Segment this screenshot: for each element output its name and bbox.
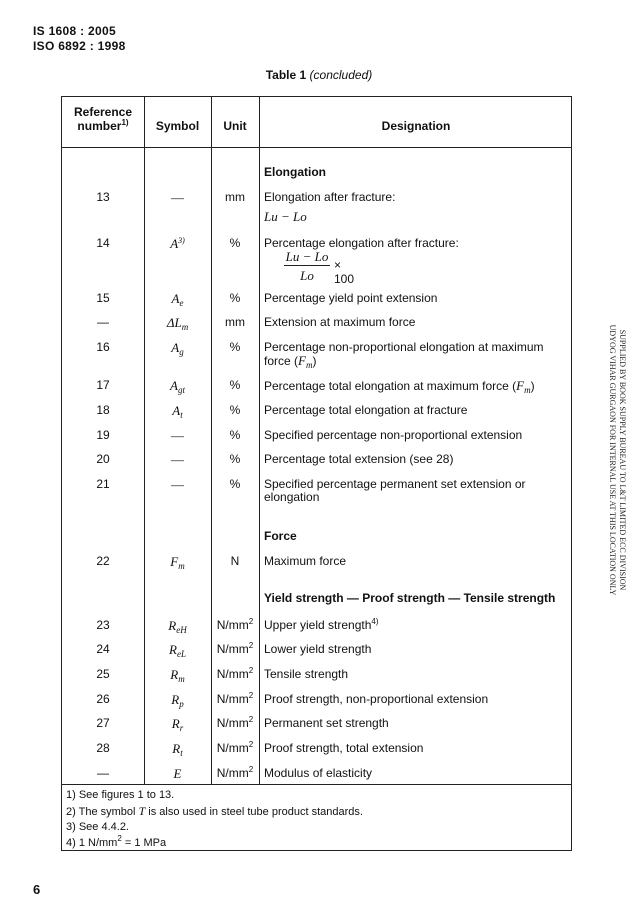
row-unit: %: [229, 291, 241, 305]
row-unit: N: [230, 554, 240, 568]
row-symbol: E: [173, 766, 182, 781]
section-heading-force: Force: [264, 529, 297, 543]
column-header-unit: Unit: [223, 119, 247, 133]
row-unit: %: [229, 378, 241, 392]
row-unit: $N/mm^2$: [216, 617, 254, 632]
row-ref: —: [97, 315, 109, 329]
row-ref: 15: [96, 291, 110, 305]
row-symbol: $F_m$: [170, 554, 185, 571]
row-unit: %: [229, 428, 241, 442]
row-designation: Maximum force: [264, 554, 347, 568]
formula-multiplier: × 100: [334, 258, 355, 286]
row-designation: Upper yield strength$^{4)}$: [264, 617, 379, 632]
section-heading-strength: Yield strength — Proof strength — Tensile strength: [264, 591, 556, 605]
fraction-bar: [284, 265, 330, 266]
row-designation: Percentage non-proportional elongation at maximum force $(F_m)$: [264, 340, 544, 370]
page-number: 6: [33, 882, 41, 897]
row-symbol: $A_{gt}$: [170, 378, 185, 395]
row-ref: 25: [96, 667, 110, 681]
row-designation: Modulus of elasticity: [264, 766, 373, 780]
row-designation: Extension at maximum force: [264, 315, 416, 329]
row-designation: Percentage elongation after fracture:: [264, 236, 459, 250]
row-designation: Percentage total elongation at fracture: [264, 403, 468, 417]
row-ref: 22: [96, 554, 110, 568]
row-designation: Specified percentage non-proportional extension: [264, 428, 523, 442]
row-ref: 21: [96, 477, 110, 491]
row-ref: —: [97, 766, 109, 780]
row-symbol: $A_e$: [171, 291, 184, 308]
row-unit: $N/mm^2$: [216, 641, 254, 656]
standard-number-iso: ISO 6892 : 1998: [33, 39, 126, 53]
row-designation: Permanent set strength: [264, 716, 389, 730]
row-designation: Percentage total extension (see 28): [264, 452, 454, 466]
column-header-designation: Designation: [381, 119, 451, 133]
row-symbol: $A^{3)}$: [170, 236, 185, 251]
row-ref: 28: [96, 741, 110, 755]
row-designation: Percentage yield point extension: [264, 291, 438, 305]
row-designation: Specified percentage permanent set extension or elongation: [264, 477, 526, 504]
row-symbol: —: [171, 428, 184, 443]
row-symbol: $R_{eH}$: [168, 618, 187, 635]
row-unit: %: [229, 340, 241, 354]
row-ref: 13: [96, 190, 110, 204]
row-designation: Elongation after fracture:: [264, 190, 396, 204]
row-symbol: $A_g$: [171, 340, 184, 357]
column-header-reference: Reference number$^{1)}$: [73, 105, 133, 133]
table-footnotes: [66, 788, 363, 851]
footnote-4: 4) 1 $N/mm^2 = 1$ MPa: [66, 833, 167, 849]
row-ref: 18: [96, 403, 110, 417]
row-unit: mm: [225, 315, 245, 329]
row-designation: Proof strength, total extension: [264, 741, 424, 755]
row-ref: 27: [96, 716, 110, 730]
row-unit: $N/mm^2$: [216, 740, 254, 755]
row-unit: %: [229, 403, 241, 417]
table-caption-title: Table 1: [265, 68, 307, 82]
row-ref: 14: [96, 236, 110, 250]
table-caption-note: (concluded): [309, 68, 373, 82]
row-unit: $N/mm^2$: [216, 666, 254, 681]
formula-denominator: Lo: [300, 268, 314, 283]
row-formula: Lu − Lo: [264, 209, 307, 224]
row-designation: Proof strength, non-proportional extension: [264, 692, 489, 706]
row-symbol: $R_{eL}$: [169, 642, 186, 659]
table-caption: [0, 68, 638, 82]
row-designation: Lower yield strength: [264, 642, 372, 656]
row-symbol: $A_t$: [172, 403, 183, 420]
symbols-table: [61, 96, 572, 851]
section-heading-elongation: Elongation: [264, 165, 326, 179]
row-ref: 16: [96, 340, 110, 354]
row-symbol: $\Delta L_m$: [166, 315, 189, 332]
row-symbol: $R_t$: [172, 741, 183, 758]
row-unit: $N/mm^2$: [216, 715, 254, 730]
row-unit: $N/mm^2$: [216, 691, 254, 706]
supply-watermark: SUPPLIED BY BOOK SUPPLY BUREAU TO L&T LIMITED ECC DIVISION UDYOG VIHAR GURGAON FOR INTERNAL USE AT THIS LOCATION ONLY: [608, 324, 627, 596]
row-unit: %: [229, 477, 241, 491]
row-symbol: $R_p$: [171, 692, 184, 709]
row-ref: 17: [96, 378, 110, 392]
column-header-symbol: Symbol: [155, 119, 200, 133]
row-symbol: $R_m$: [170, 667, 185, 684]
footnote-1: 1) See figures 1 to 13.: [66, 789, 175, 801]
row-symbol: —: [171, 190, 184, 205]
row-ref: 19: [96, 428, 110, 442]
row-designation: Tensile strength: [264, 667, 349, 681]
row-unit: mm: [225, 190, 245, 204]
standard-number-is: IS 1608 : 2005: [33, 24, 116, 38]
row-symbol: $R_r$: [171, 716, 184, 733]
row-ref: 20: [96, 452, 110, 466]
footnote-3: 3) See 4.4.2.: [66, 821, 129, 833]
row-ref: 26: [96, 692, 110, 706]
row-unit: $N/mm^2$: [216, 765, 254, 780]
row-symbol: —: [171, 452, 184, 467]
row-designation: Percentage total elongation at maximum force $(F_m)$: [264, 378, 535, 395]
row-unit: %: [229, 452, 241, 466]
row-ref: 23: [96, 618, 110, 632]
footnote-2: 2) The symbol T is also used in steel tube product standards.: [66, 803, 363, 818]
formula-numerator: Lu − Lo: [285, 249, 329, 264]
row-symbol: —: [171, 477, 184, 492]
row-ref: 24: [96, 642, 110, 656]
row-unit: %: [229, 236, 241, 250]
